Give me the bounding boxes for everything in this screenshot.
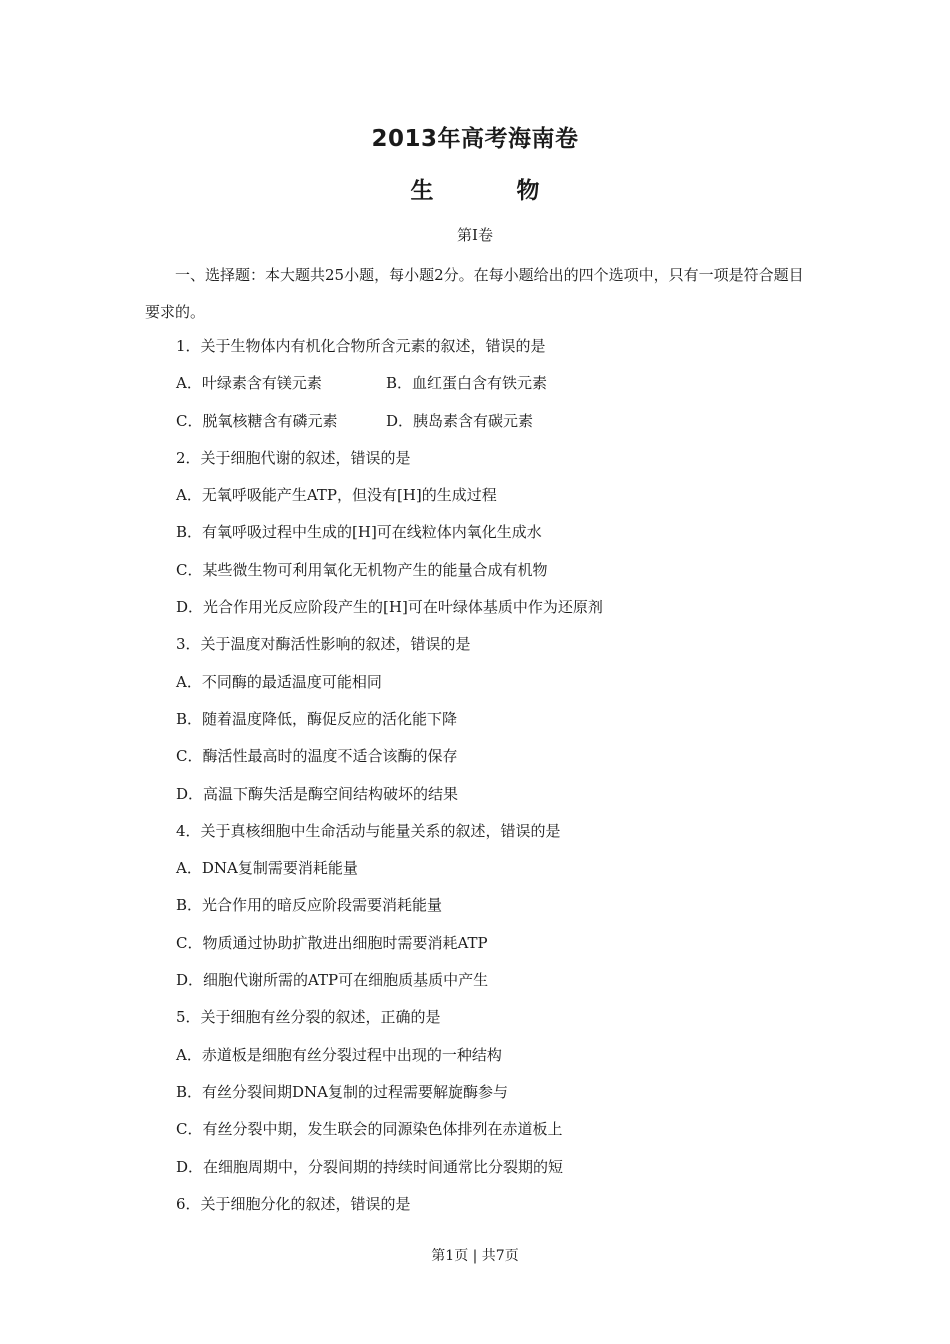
option-a: A．DNA复制需要消耗能量	[176, 859, 358, 878]
question-stem: 5．关于细胞有丝分裂的叙述，正确的是	[176, 1008, 441, 1027]
option-a: A．叶绿素含有镁元素	[176, 374, 322, 393]
option-d: D．细胞代谢所需的ATP可在细胞质基质中产生	[176, 971, 489, 990]
option-c: C．有丝分裂中期，发生联会的同源染色体排列在赤道板上	[176, 1120, 563, 1139]
option-b: B．有氧呼吸过程中生成的[H]可在线粒体内氧化生成水	[176, 523, 542, 542]
option-row	[176, 365, 816, 402]
option-c: C．某些微生物可利用氧化无机物产生的能量合成有机物	[176, 560, 548, 579]
option-b: B．血红蛋白含有铁元素	[386, 374, 548, 393]
option-c: C．酶活性最高时的温度不适合该酶的保存	[176, 747, 458, 766]
page-footer: 第1页 | 共7页	[431, 1248, 519, 1264]
question-stem: 3．关于温度对酶活性影响的叙述，错误的是	[176, 635, 471, 654]
section-intro: 一、选择题：本大题共25小题，每小题2分。在每小题给出的四个选项中，只有一项是符合题目要求的。	[145, 266, 804, 321]
option-c: C．脱氧核糖含有磷元素	[176, 411, 338, 430]
option-b: B．光合作用的暗反应阶段需要消耗能量	[176, 896, 443, 915]
option-c: C．物质通过协助扩散进出细胞时需要消耗ATP	[176, 933, 488, 952]
subject-title: 生 物	[410, 178, 570, 204]
option-b: B．随着温度降低，酶促反应的活化能下降	[176, 709, 458, 728]
question-list	[176, 328, 816, 1223]
option-row	[176, 403, 816, 440]
question-stem: 2．关于细胞代谢的叙述，错误的是	[176, 448, 411, 467]
option-a: A．赤道板是细胞有丝分裂过程中出现的一种结构	[176, 1045, 502, 1064]
option-d: D．在细胞周期中，分裂间期的持续时间通常比分裂期的短	[176, 1157, 564, 1176]
option-a: A．无氧呼吸能产生ATP，但没有[H]的生成过程	[176, 486, 497, 505]
volume-label: 第I卷	[457, 226, 493, 244]
option-d: D．高温下酶失活是酶空间结构破坏的结果	[176, 784, 459, 803]
question-stem: 4．关于真核细胞中生命活动与能量关系的叙述，错误的是	[176, 821, 561, 840]
question-stem: 1．关于生物体内有机化合物所含元素的叙述，错误的是	[176, 337, 546, 355]
option-b: B．有丝分裂间期DNA复制的过程需要解旋酶参与	[176, 1082, 509, 1101]
option-d: D．光合作用光反应阶段产生的[H]可在叶绿体基质中作为还原剂	[176, 598, 603, 617]
page-title: 2013年高考海南卷	[371, 126, 579, 152]
option-d: D．胰岛素含有碳元素	[386, 411, 534, 430]
option-a: A．不同酶的最适温度可能相同	[176, 672, 382, 691]
question-stem: 6．关于细胞分化的叙述，错误的是	[176, 1194, 411, 1213]
